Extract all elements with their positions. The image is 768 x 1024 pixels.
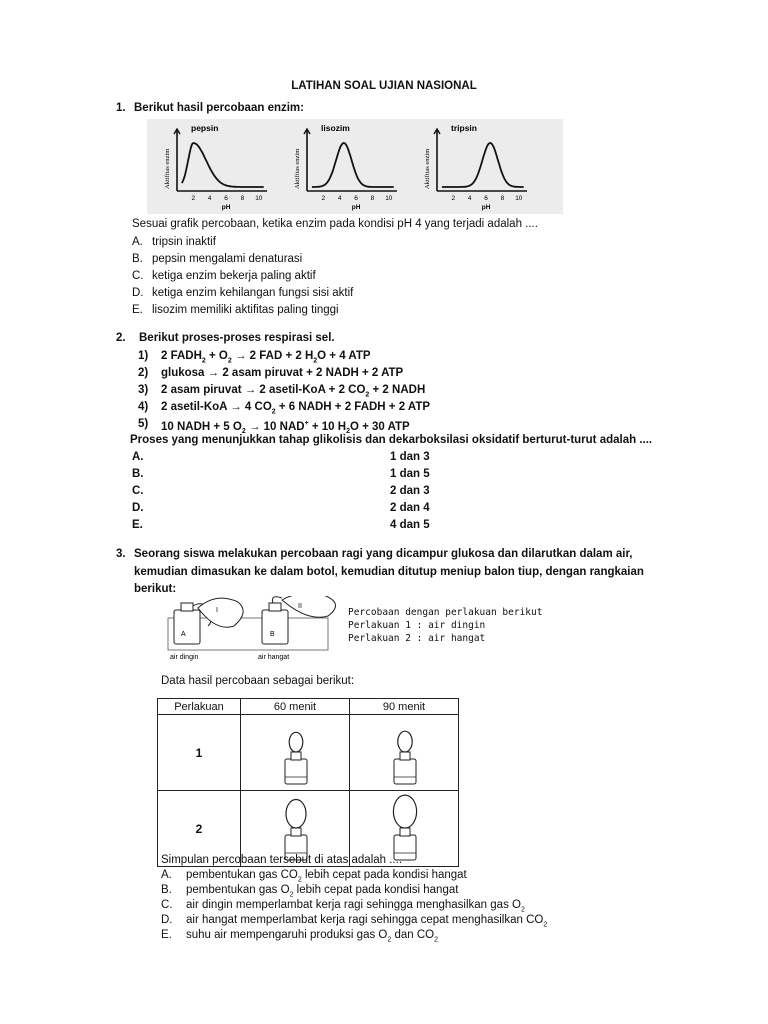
- legend-line-3: Perlakuan 2 : air hangat: [348, 633, 486, 644]
- q2-number: 2.: [116, 332, 126, 344]
- data-intro: Data hasil percobaan sebagai berikut:: [161, 675, 355, 687]
- balloon: [289, 732, 303, 752]
- x-tick-label: 10: [515, 195, 523, 202]
- option-text: 2 dan 4: [390, 502, 430, 514]
- y-axis-label: Aktifitas enzim: [294, 148, 301, 189]
- step-equation: 2 $FADH_2 + O_2 \to 2$ FAD + 2 $H_2O + 4$ ATP: [161, 350, 371, 365]
- x-tick-label: 10: [385, 195, 393, 202]
- option-letter: C.: [132, 270, 144, 282]
- bottle-balloon-figure: [265, 715, 325, 787]
- activity-curve: [312, 143, 394, 187]
- option-letter: B.: [132, 253, 143, 265]
- option-letter: E.: [132, 304, 143, 316]
- step-equation: glukosa → 2 asam piruvat + 2 NADH + 2 ATP: [161, 367, 404, 379]
- x-axis-label: pH: [481, 204, 491, 211]
- table-row: [158, 715, 459, 791]
- balloon: [286, 800, 306, 829]
- x-axis-label: pH: [221, 204, 231, 211]
- activity-curve: [182, 143, 264, 187]
- x-tick-label: 4: [467, 195, 472, 202]
- option-text: 1 dan 5: [390, 468, 430, 480]
- option-text: air hangat memperlambat kerja ragi sehingga cepat menghasilkan $CO_2$: [186, 914, 548, 929]
- x-tick-label: 2: [321, 195, 326, 202]
- option-letter: D.: [132, 287, 144, 299]
- bottle-a-label: A: [181, 631, 186, 638]
- option-letter: E.: [161, 929, 172, 941]
- activity-curve: [442, 143, 524, 187]
- option-text: lisozim memiliki aktifitas paling tinggi: [152, 304, 339, 316]
- setup-b: [258, 596, 336, 661]
- enzyme-charts-panel: [147, 119, 563, 214]
- y-axis-label: Aktifitas enzim: [424, 148, 431, 189]
- yeast-experiment-figure: [158, 596, 348, 662]
- option-text: ketiga enzim bekerja paling aktif: [152, 270, 316, 282]
- x-tick-label: 2: [451, 195, 456, 202]
- option-text: 1 dan 3: [390, 451, 430, 463]
- q1-question: Sesuai grafik percobaan, ketika enzim pada kondisi pH 4 yang terjadi adalah ....: [132, 218, 538, 230]
- step-number: 5): [138, 418, 149, 430]
- x-tick-label: 2: [191, 195, 196, 202]
- option-letter: B.: [132, 468, 144, 480]
- header-60-menit: 60 menit: [241, 699, 350, 715]
- option-letter: C.: [161, 899, 173, 911]
- q3-question: Simpulan percobaan tersebut di atas adalah ....: [161, 854, 403, 866]
- x-tick-label: 8: [370, 195, 375, 202]
- q1-stem: Berikut hasil percobaan enzim:: [134, 102, 304, 114]
- balloon-ii-label: II: [298, 603, 302, 610]
- q3-stem-1: Seorang siswa melakukan percobaan ragi yang dicampur glukosa dan dilarutkan dalam air,: [134, 548, 633, 560]
- page-title: LATIHAN SOAL UJIAN NASIONAL: [291, 80, 477, 92]
- enzyme-chart-pepsin: [164, 123, 267, 211]
- result-table: [157, 698, 459, 867]
- x-tick-label: 6: [484, 195, 488, 202]
- row-label: 1: [158, 715, 241, 791]
- x-tick-label: 6: [354, 195, 358, 202]
- q2-question: Proses yang menunjukkan tahap glikolisis dan dekarboksilasi oksidatif berturut-turut adalah ....: [130, 434, 653, 446]
- step-equation: 10 NADH + 5 $O_2 \to 10$ NAD+ + 10 $H_2O + 30$ ATP: [161, 420, 410, 436]
- option-text: pembentukan gas $CO_2$ lebih cepat pada kondisi hangat: [186, 869, 467, 884]
- option-letter: C.: [132, 485, 144, 497]
- option-letter: D.: [132, 502, 144, 514]
- option-text: 2 dan 3: [390, 485, 430, 497]
- balloon: [393, 795, 416, 828]
- table-header-row: [158, 699, 459, 715]
- option-text: tripsin inaktif: [152, 236, 216, 248]
- bottle-body: [285, 759, 307, 784]
- enzyme-label: pepsin: [191, 123, 219, 133]
- option-letter: D.: [161, 914, 173, 926]
- enzyme-label: tripsin: [451, 123, 477, 133]
- option-text: 4 dan 5: [390, 519, 430, 531]
- step-number: 4): [138, 401, 149, 413]
- x-tick-label: 8: [500, 195, 505, 202]
- balloon-i-label: I: [216, 607, 218, 614]
- bottle-balloon-figure: [374, 715, 434, 787]
- option-text: suhu air mempengaruhi produksi gas $O_2$ dan $CO_2$: [186, 929, 438, 944]
- bottle-neck: [291, 828, 301, 836]
- x-tick-label: 4: [207, 195, 212, 202]
- bottle-neck: [291, 752, 301, 760]
- x-tick-label: 8: [240, 195, 245, 202]
- header-90-menit: 90 menit: [350, 699, 459, 715]
- bottle-cell: [241, 715, 350, 791]
- q3-number: 3.: [116, 548, 126, 560]
- enzyme-charts: [147, 119, 563, 214]
- enzyme-chart-tripsin: [424, 123, 527, 211]
- option-text: pepsin mengalami denaturasi: [152, 253, 303, 265]
- y-axis-label: Aktifitas enzim: [164, 148, 171, 189]
- bottle-body: [394, 759, 416, 784]
- step-number: 1): [138, 350, 149, 362]
- option-letter: A.: [132, 236, 143, 248]
- option-letter: B.: [161, 884, 172, 896]
- step-equation: 2 asam piruvat → 2 asetil-KoA + 2 $CO_2 + 2$ NADH: [161, 384, 426, 399]
- q1-number: 1.: [116, 102, 126, 114]
- option-text: air dingin memperlambat kerja ragi sehingga menghasilkan gas $O_2$: [186, 899, 525, 914]
- q3-stem-3: berikut:: [134, 583, 177, 595]
- q3-stem-2: kemudian dimasukan ke dalam botol, kemudian ditutup meniup balon tiup, dengan rangkaian: [134, 566, 644, 578]
- q2-stem: Berikut proses-proses respirasi sel.: [139, 332, 335, 344]
- x-axis-label: pH: [351, 204, 361, 211]
- x-tick-label: 4: [337, 195, 342, 202]
- option-text: ketiga enzim kehilangan fungsi sisi aktif: [152, 287, 354, 299]
- step-number: 3): [138, 384, 149, 396]
- option-letter: A.: [161, 869, 172, 881]
- x-tick-label: 6: [224, 195, 228, 202]
- row-label: 2: [158, 791, 241, 867]
- enzyme-chart-lisozim: [294, 123, 397, 211]
- legend-line-1: Percobaan dengan perlakuan berikut: [348, 607, 543, 618]
- step-equation: 2 asetil-KoA → 4 $CO_2 + 6$ NADH + 2 FADH + 2 ATP: [161, 401, 431, 416]
- bottle-b-label: B: [270, 631, 275, 638]
- header-perlakuan: Perlakuan: [158, 699, 241, 715]
- option-letter: A.: [132, 451, 144, 463]
- option-letter: E.: [132, 519, 143, 531]
- caption-air-dingin: air dingin: [170, 654, 199, 661]
- bottle-cell: [350, 715, 459, 791]
- option-text: pembentukan gas $O_2$ lebih cepat pada kondisi hangat: [186, 884, 459, 899]
- enzyme-label: lisozim: [321, 123, 350, 133]
- balloon: [398, 731, 412, 752]
- step-number: 2): [138, 367, 149, 379]
- legend-line-2: Perlakuan 1 : air dingin: [348, 620, 486, 631]
- caption-air-hangat: air hangat: [258, 654, 290, 661]
- bottle-neck: [400, 752, 410, 760]
- bottle-neck: [400, 828, 410, 836]
- x-tick-label: 10: [255, 195, 263, 202]
